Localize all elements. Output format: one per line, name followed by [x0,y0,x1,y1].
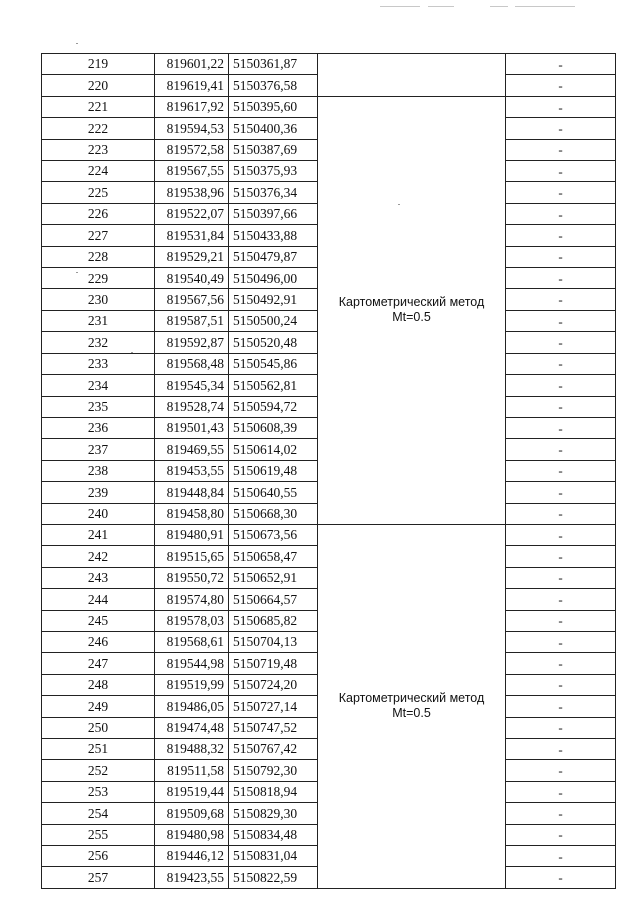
point-number: 248 [42,674,155,695]
description-cell: - [506,417,616,438]
point-number: 251 [42,739,155,760]
point-number: 225 [42,182,155,203]
x-coordinate: 819458,80 [155,503,229,524]
point-number: 240 [42,503,155,524]
description-cell: - [506,717,616,738]
x-coordinate: 819531,84 [155,225,229,246]
point-number: 254 [42,803,155,824]
y-coordinate: 5150387,69 [229,139,318,160]
description-cell: - [506,225,616,246]
point-number: 238 [42,460,155,481]
table-row [42,96,616,117]
x-coordinate: 819594,53 [155,118,229,139]
x-coordinate: 819617,92 [155,96,229,117]
y-coordinate: 5150614,02 [229,439,318,460]
y-coordinate: 5150747,52 [229,717,318,738]
description-cell: - [506,439,616,460]
point-number: 223 [42,139,155,160]
description-cell: - [506,567,616,588]
y-coordinate: 5150492,91 [229,289,318,310]
method-accuracy: Mt=0.5 [392,310,431,325]
x-coordinate: 819567,55 [155,161,229,182]
point-number: 232 [42,332,155,353]
x-coordinate: 819574,80 [155,589,229,610]
y-coordinate: 5150496,00 [229,268,318,289]
y-coordinate: 5150829,30 [229,803,318,824]
y-coordinate: 5150658,47 [229,546,318,567]
method-cell [318,54,506,97]
x-coordinate: 819501,43 [155,417,229,438]
point-number: 255 [42,824,155,845]
y-coordinate: 5150361,87 [229,54,318,75]
point-number: 252 [42,760,155,781]
point-number: 244 [42,589,155,610]
point-number: 242 [42,546,155,567]
description-cell: - [506,203,616,224]
y-coordinate: 5150433,88 [229,225,318,246]
y-coordinate: 5150668,30 [229,503,318,524]
point-number: 256 [42,846,155,867]
method-accuracy: Mt=0.5 [392,706,431,721]
table-row [42,54,616,75]
y-coordinate: 5150724,20 [229,674,318,695]
point-number: 229 [42,268,155,289]
x-coordinate: 819480,91 [155,524,229,545]
description-cell: - [506,696,616,717]
point-number: 237 [42,439,155,460]
description-cell: - [506,246,616,267]
x-coordinate: 819528,74 [155,396,229,417]
x-coordinate: 819488,32 [155,739,229,760]
point-number: 241 [42,524,155,545]
y-coordinate: 5150767,42 [229,739,318,760]
scan-speck [76,43,78,44]
x-coordinate: 819519,44 [155,781,229,802]
coordinates-table [41,53,616,889]
description-cell: - [506,353,616,374]
method-cell [318,96,506,524]
point-number: 227 [42,225,155,246]
x-coordinate: 819448,84 [155,482,229,503]
point-number: 243 [42,567,155,588]
x-coordinate: 819619,41 [155,75,229,96]
description-cell: - [506,739,616,760]
point-number: 222 [42,118,155,139]
description-cell: - [506,781,616,802]
point-number: 245 [42,610,155,631]
description-cell: - [506,460,616,481]
x-coordinate: 819550,72 [155,567,229,588]
x-coordinate: 819515,65 [155,546,229,567]
x-coordinate: 819540,49 [155,268,229,289]
y-coordinate: 5150704,13 [229,631,318,652]
description-cell: - [506,75,616,96]
y-coordinate: 5150664,57 [229,589,318,610]
x-coordinate: 819592,87 [155,332,229,353]
description-cell: - [506,118,616,139]
y-coordinate: 5150831,04 [229,846,318,867]
point-number: 224 [42,161,155,182]
description-cell: - [506,546,616,567]
point-number: 236 [42,417,155,438]
y-coordinate: 5150673,56 [229,524,318,545]
x-coordinate: 819474,48 [155,717,229,738]
y-coordinate: 5150375,93 [229,161,318,182]
x-coordinate: 819511,58 [155,760,229,781]
description-cell: - [506,524,616,545]
description-cell: - [506,631,616,652]
x-coordinate: 819509,68 [155,803,229,824]
point-number: 246 [42,631,155,652]
x-coordinate: 819567,56 [155,289,229,310]
description-cell: - [506,310,616,331]
y-coordinate: 5150545,86 [229,353,318,374]
point-number: 253 [42,781,155,802]
x-coordinate: 819486,05 [155,696,229,717]
point-number: 249 [42,696,155,717]
y-coordinate: 5150376,34 [229,182,318,203]
y-coordinate: 5150834,48 [229,824,318,845]
table-row [42,524,616,545]
x-coordinate: 819453,55 [155,460,229,481]
method-name: Картометрический метод [338,294,485,309]
y-coordinate: 5150594,72 [229,396,318,417]
description-cell: - [506,396,616,417]
point-number: 235 [42,396,155,417]
y-coordinate: 5150652,91 [229,567,318,588]
description-cell: - [506,182,616,203]
point-number: 233 [42,353,155,374]
y-coordinate: 5150818,94 [229,781,318,802]
point-number: 226 [42,203,155,224]
x-coordinate: 819568,48 [155,353,229,374]
method-name: Картометрический метод [338,690,485,705]
y-coordinate: 5150479,87 [229,246,318,267]
point-number: 221 [42,96,155,117]
y-coordinate: 5150685,82 [229,610,318,631]
description-cell: - [506,289,616,310]
point-number: 239 [42,482,155,503]
description-cell: - [506,760,616,781]
description-cell: - [506,589,616,610]
y-coordinate: 5150727,14 [229,696,318,717]
description-cell: - [506,332,616,353]
description-cell: - [506,482,616,503]
y-coordinate: 5150395,60 [229,96,318,117]
description-cell: - [506,674,616,695]
y-coordinate: 5150397,66 [229,203,318,224]
y-coordinate: 5150562,81 [229,375,318,396]
y-coordinate: 5150376,58 [229,75,318,96]
x-coordinate: 819522,07 [155,203,229,224]
y-coordinate: 5150608,39 [229,417,318,438]
description-cell: - [506,803,616,824]
point-number: 219 [42,54,155,75]
x-coordinate: 819544,98 [155,653,229,674]
y-coordinate: 5150520,48 [229,332,318,353]
x-coordinate: 819578,03 [155,610,229,631]
x-coordinate: 819469,55 [155,439,229,460]
description-cell: - [506,54,616,75]
y-coordinate: 5150822,59 [229,867,318,888]
y-coordinate: 5150719,48 [229,653,318,674]
scan-artifact [380,6,600,8]
method-cell [318,524,506,888]
point-number: 231 [42,310,155,331]
x-coordinate: 819423,55 [155,867,229,888]
point-number: 220 [42,75,155,96]
x-coordinate: 819568,61 [155,631,229,652]
x-coordinate: 819572,58 [155,139,229,160]
description-cell: - [506,610,616,631]
point-number: 250 [42,717,155,738]
description-cell: - [506,161,616,182]
description-cell: - [506,846,616,867]
point-number: 257 [42,867,155,888]
description-cell: - [506,653,616,674]
point-number: 247 [42,653,155,674]
description-cell: - [506,824,616,845]
description-cell: - [506,867,616,888]
x-coordinate: 819446,12 [155,846,229,867]
y-coordinate: 5150619,48 [229,460,318,481]
y-coordinate: 5150792,30 [229,760,318,781]
description-cell: - [506,503,616,524]
description-cell: - [506,375,616,396]
point-number: 234 [42,375,155,396]
x-coordinate: 819601,22 [155,54,229,75]
coordinates-table-body [42,54,616,889]
x-coordinate: 819587,51 [155,310,229,331]
x-coordinate: 819545,34 [155,375,229,396]
description-cell: - [506,268,616,289]
point-number: 228 [42,246,155,267]
x-coordinate: 819538,96 [155,182,229,203]
description-cell: - [506,96,616,117]
y-coordinate: 5150500,24 [229,310,318,331]
x-coordinate: 819519,99 [155,674,229,695]
x-coordinate: 819529,21 [155,246,229,267]
y-coordinate: 5150640,55 [229,482,318,503]
y-coordinate: 5150400,36 [229,118,318,139]
x-coordinate: 819480,98 [155,824,229,845]
description-cell: - [506,139,616,160]
point-number: 230 [42,289,155,310]
